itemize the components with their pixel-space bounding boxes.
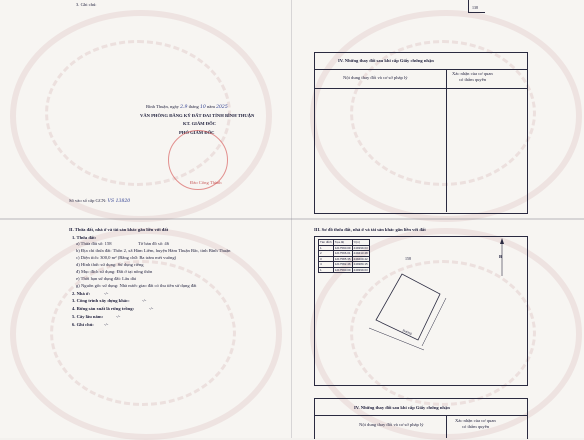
section-ii-sub5: 5. Cây lâu năm: bbox=[72, 314, 104, 319]
use-purpose: đ) Mục đích sử dụng: Đất ở tại nông thôn bbox=[76, 269, 153, 274]
section-ii-sub6: 6. Ghi chú: bbox=[72, 322, 94, 327]
changes-table-top-col2-line1: Xác nhận của cơ quan bbox=[452, 71, 493, 76]
section-iii-title: III. Sơ đồ thửa đất, nhà ở và tài sản khác gắn liền với đất bbox=[314, 227, 426, 232]
kt-director: KT. GIÁM ĐỐC bbox=[183, 121, 216, 126]
changes-table-top-col-divider bbox=[446, 69, 447, 212]
deputy-director: PHÓ GIÁM ĐỐC bbox=[179, 130, 215, 135]
section-ii-sub1: 1. Thửa đất: bbox=[72, 235, 97, 240]
signer-name: Đào Công Thành bbox=[190, 180, 222, 185]
changes-table-bottom-title: IV. Những thay đổi sau khi cấp Giấy chứng nhận bbox=[354, 405, 450, 410]
changes-table-bottom-col1: Nội dung thay đổi và cơ sở pháp lý bbox=[359, 422, 424, 427]
changes-table-top-col1: Nội dung thay đổi và cơ sở pháp lý bbox=[343, 75, 408, 80]
section-ii-sub4: 4. Rừng sản xuất là rừng trồng: bbox=[72, 306, 135, 311]
changes-table-top-header-divider bbox=[314, 88, 527, 89]
section-ii-title: II. Thửa đất, nhà ở và tài sản khác gắn liền với đất bbox=[69, 227, 169, 232]
changes-table-bottom-col-divider bbox=[446, 415, 447, 438]
plot-number-label: 158 bbox=[405, 256, 411, 261]
parcel-number: a) Thửa đất số: 158 bbox=[76, 241, 112, 246]
changes-table-bottom-title-divider bbox=[314, 415, 527, 416]
use-origin: g) Nguồn gốc sử dụng: Nhà nước giao đất có thu tiền sử dụng đất bbox=[76, 283, 197, 288]
use-term: e) Thời hạn sử dụng đất: Lâu dài bbox=[76, 276, 137, 281]
coord-header-y: Y(m) bbox=[352, 240, 369, 246]
section-ii-sub5-value: -/- bbox=[116, 314, 121, 319]
changes-table-bottom-col2-line1: Xác nhận của cơ quan bbox=[455, 418, 496, 423]
registry-number: Số vào sổ cấp GCN: VS 13820 bbox=[69, 198, 131, 204]
table-row: 1 1217590.09 449399.03 bbox=[320, 267, 368, 272]
place-date: Bình Thuận, ngày 2.9 tháng 10 năm 2025 bbox=[146, 104, 228, 110]
section-ii-sub3-value: -/- bbox=[142, 298, 147, 303]
map-sheet-number: Tờ bản đồ số: 46 bbox=[138, 241, 170, 246]
north-label: B bbox=[499, 254, 503, 259]
page-fold-vertical bbox=[291, 0, 292, 438]
changes-table-top-title: IV. Những thay đổi sau khi cấp Giấy chứng nhận bbox=[338, 58, 434, 63]
road-edge-2 bbox=[422, 298, 446, 346]
section-ii-sub4-value: -/- bbox=[149, 306, 154, 311]
coord-header-x: Tọa độ bbox=[333, 240, 352, 246]
table-row: 1 1217590.09 449399.03 bbox=[320, 245, 368, 250]
parcel-sketch bbox=[314, 236, 526, 384]
section-ii-sub2-value: -/- bbox=[104, 291, 109, 296]
table-row: 3 1217585.35 449400.42 bbox=[320, 256, 368, 261]
corner-number: 138 bbox=[472, 5, 478, 10]
office-name: VĂN PHÒNG ĐĂNG KÝ ĐẤT ĐAI TỈNH BÌNH THUẬN bbox=[140, 113, 255, 118]
parcel-area: c) Diện tích: 300,0 m² (Bằng chữ: Ba trăm mét vuông) bbox=[76, 255, 177, 260]
page-fold-horizontal bbox=[0, 218, 584, 220]
north-arrow-head-icon bbox=[500, 238, 504, 244]
table-row: 2 1217596.01 449413.48 bbox=[320, 251, 368, 256]
watermark-ring-bottom-left bbox=[50, 260, 236, 406]
changes-table-top-title-divider bbox=[314, 69, 527, 70]
section-ii-sub3: 3. Công trình xây dựng khác: bbox=[72, 298, 130, 303]
coord-header-vertex: Tên đỉnh bbox=[320, 240, 332, 245]
use-form: d) Hình thức sử dụng: Sử dụng riêng bbox=[76, 262, 144, 267]
road-label: Đường bbox=[401, 328, 413, 336]
table-row: 4 1217582.46 449380.15 bbox=[320, 262, 368, 267]
top-left-note-header: 3. Ghi chú: bbox=[76, 2, 97, 7]
section-ii-sub6-value: -/- bbox=[104, 322, 109, 327]
changes-table-top-col2-line2: có thẩm quyền bbox=[459, 77, 487, 82]
parcel-address: b) Địa chỉ thửa đất: Thôn 2, xã Hàm Liêm, huyện Hàm Thuận Bắc, tỉnh Bình Thuận bbox=[76, 248, 231, 253]
section-ii-sub2: 2. Nhà ở: bbox=[72, 291, 90, 296]
changes-table-bottom-col2-line2: có thẩm quyền bbox=[462, 424, 490, 429]
